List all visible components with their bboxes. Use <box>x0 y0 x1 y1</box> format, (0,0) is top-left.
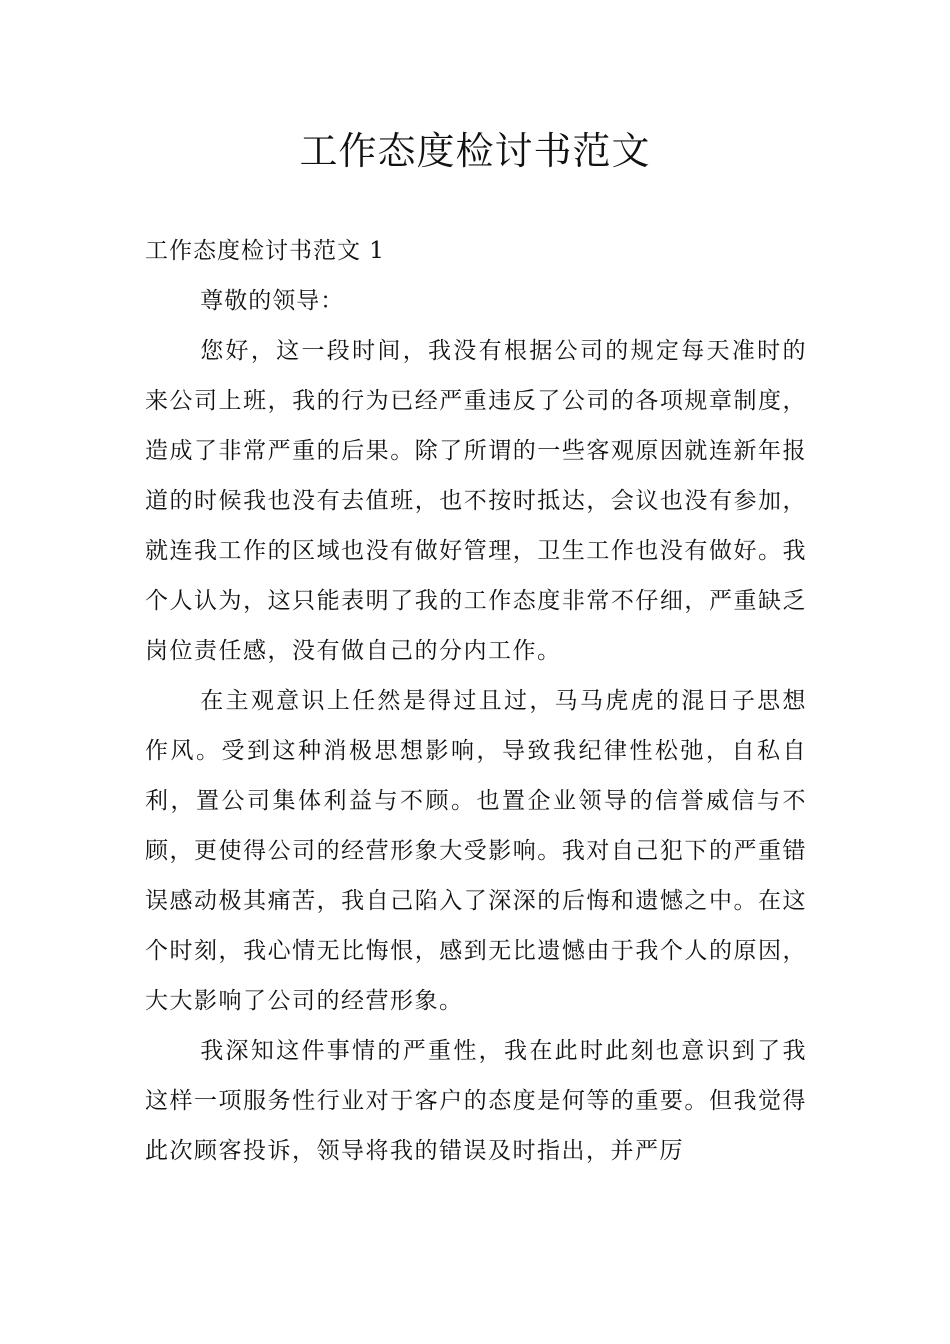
paragraph-1: 您好，这一段时间，我没有根据公司的规定每天准时的来公司上班，我的行为已经严重违反了公司的各项规章制度，造成了非常严重的后果。除了所谓的一些客观原因就连新年报道的时候我也没有去值班，也不按时抵达，会议也没有参加，就连我工作的区域也没有做好管理，卫生工作也没有做好。我个人认为，这只能表明了我的工作态度非常不仔细，严重缺乏岗位责任感，没有做自己的分内工作。 <box>145 338 807 664</box>
paragraph-2: 在主观意识上任然是得过且过，马马虎虎的混日子思想作风。受到这种消极思想影响，导致我纪律性松弛，自私自利，置公司集体利益与不顾。也置企业领导的信誉威信与不顾，更使得公司的经营形象大受影响。我对自己犯下的严重错误感动极其痛苦，我自己陷入了深深的后悔和遗憾之中。在这个时刻，我心情无比悔恨，感到无比遗憾由于我个人的原因，大大影响了公司的经营形象。 <box>145 688 807 1014</box>
paragraph-3: 我深知这件事情的严重性，我在此时此刻也意识到了我这样一项服务性行业对于客户的态度是何等的重要。但我觉得此次顾客投诉，领导将我的错误及时指出，并严厉 <box>145 1038 807 1164</box>
document-title: 工作态度检讨书范文 <box>299 129 651 173</box>
section-subtitle: 工作态度检讨书范文 1 <box>145 238 385 264</box>
document-body <box>145 226 807 1176</box>
salutation: 尊敬的领导： <box>200 288 345 314</box>
